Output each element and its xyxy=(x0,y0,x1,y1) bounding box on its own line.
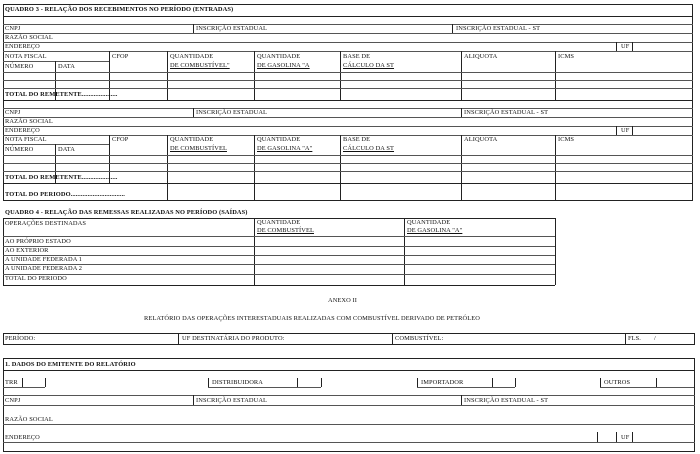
divider xyxy=(616,432,617,442)
fls-label: FLS. xyxy=(628,335,642,342)
divider xyxy=(3,88,693,89)
divider xyxy=(3,155,693,156)
q3-aliquota-label: ALIQUOTA xyxy=(464,53,498,60)
q3-data-label: DATA xyxy=(58,63,75,70)
divider xyxy=(167,135,168,183)
emitente-title: 1. DADOS DO EMITENTE DO RELATÓRIO xyxy=(5,361,136,368)
divider xyxy=(3,344,695,345)
divider xyxy=(3,51,693,52)
divider xyxy=(452,24,453,33)
divider xyxy=(392,333,393,344)
q3-total-remetente-2: TOTAL DO REMETENTE..................... xyxy=(5,174,118,181)
q3-cfop-label: CFOP xyxy=(112,53,129,60)
q3-qtd-comb-l2: DE COMBUSTÍVEL" xyxy=(170,62,230,69)
q3-inscricao-label: INSCRIÇÃO ESTADUAL xyxy=(196,25,268,32)
divider xyxy=(555,218,556,285)
q3-endereco-label-2: ENDEREÇO xyxy=(5,127,40,134)
divider xyxy=(3,285,555,286)
q3-qtd-gas-l2-2: DE GASOLINA "A" xyxy=(257,145,313,152)
divider xyxy=(461,183,462,200)
divider xyxy=(254,183,255,200)
divider xyxy=(3,333,4,344)
divider xyxy=(625,333,626,344)
q3-qtd-gas-l1-2: QUANTIDADE xyxy=(257,136,301,143)
q3-base-l1: BASE DE xyxy=(343,53,371,60)
divider xyxy=(3,255,555,256)
q3-razao-label-2: RAZÃO SOCIAL xyxy=(5,118,53,125)
divider xyxy=(340,135,341,183)
q4-qtd-comb-l1: QUANTIDADE xyxy=(257,219,301,226)
q3-nota-fiscal-label-2: NOTA FISCAL xyxy=(5,136,47,143)
q3-qtd-gas-l2: DE GASOLINA "A xyxy=(257,62,310,69)
divider xyxy=(167,183,168,200)
divider xyxy=(3,4,693,5)
trr-checkbox[interactable] xyxy=(22,378,23,387)
divider xyxy=(597,432,598,442)
divider xyxy=(254,51,255,100)
divider xyxy=(208,387,321,388)
divider xyxy=(632,126,633,135)
q3-qtd-gas-l1: QUANTIDADE xyxy=(257,53,301,60)
anexo-subtitle: RELATÓRIO DAS OPERAÇÕES INTERESTADUAIS REALIZADAS COM COMBUSTÍVEL DERIVADO DE PETRÓLEO xyxy=(144,315,480,322)
divider xyxy=(297,378,298,387)
divider xyxy=(3,163,693,164)
divider xyxy=(3,144,109,145)
divider xyxy=(193,395,194,405)
divider xyxy=(3,61,109,62)
trr-checkbox-right xyxy=(45,378,46,387)
q3-data-label-2: DATA xyxy=(58,146,75,153)
divider xyxy=(3,16,693,17)
divider xyxy=(340,51,341,100)
divider xyxy=(417,387,515,388)
divider xyxy=(656,378,657,387)
q3-qtd-comb-l1-2: QUANTIDADE xyxy=(170,136,214,143)
divider xyxy=(461,108,462,117)
divider xyxy=(193,24,194,33)
q4-operacoes-label: OPERAÇÕES DESTINADAS xyxy=(5,220,87,227)
divider xyxy=(3,100,693,101)
q4-qtd-comb-l2: DE COMBUSTÍVEL xyxy=(257,227,314,234)
emitente-inscricao-st-label: INSCRIÇÃO ESTADUAL - ST xyxy=(464,397,549,404)
divider xyxy=(632,42,633,51)
divider xyxy=(555,183,556,200)
outros-checkbox[interactable] xyxy=(600,378,601,387)
divider xyxy=(600,387,694,388)
divider xyxy=(3,200,693,201)
q3-qtd-comb-l2-2: DE COMBUSTÍVEL xyxy=(170,145,227,152)
q3-cfop-label-2: CFOP xyxy=(112,136,129,143)
uf-destinataria-label: UF DESTINATÁRIA DO PRODUTO: xyxy=(182,335,285,342)
q3-endereco-label: ENDEREÇO xyxy=(5,43,40,50)
emitente-uf-label: UF xyxy=(621,434,630,441)
fls-separator: / xyxy=(654,335,656,342)
q3-inscricao-st-label-2: INSCRIÇÃO ESTADUAL - ST xyxy=(464,109,549,116)
divider xyxy=(3,171,693,172)
periodo-label: PERÍODO: xyxy=(5,335,36,342)
q3-numero-label-2: NÚMERO xyxy=(5,146,34,153)
q3-icms-label-2: ICMS xyxy=(558,136,575,143)
emitente-inscricao-label: INSCRIÇÃO ESTADUAL xyxy=(196,397,268,404)
quadro4-title: QUADRO 4 - RELAÇÃO DAS REMESSAS REALIZADAS NO PERÍODO (SAÍDAS) xyxy=(5,209,248,216)
q3-uf-label-2: UF xyxy=(621,127,630,134)
divider xyxy=(3,405,695,406)
divider xyxy=(3,24,693,25)
divider xyxy=(461,51,462,100)
q3-icms-label: ICMS xyxy=(558,53,575,60)
divider xyxy=(3,42,693,43)
divider xyxy=(3,33,693,34)
emitente-cnpj-label: CNPJ xyxy=(5,397,21,404)
outros-label: OUTROS xyxy=(604,379,631,386)
q3-aliquota-label-2: ALIQUOTA xyxy=(464,136,498,143)
divider xyxy=(616,42,617,51)
divider xyxy=(3,395,695,396)
divider xyxy=(3,72,693,73)
divider xyxy=(178,333,179,344)
divider xyxy=(632,432,633,442)
distribuidora-label: DISTRIBUIDORA xyxy=(212,379,264,386)
divider xyxy=(3,80,693,81)
q3-razao-label: RAZÃO SOCIAL xyxy=(5,34,53,41)
divider xyxy=(3,246,555,247)
divider xyxy=(3,333,695,334)
q3-inscricao-label-2: INSCRIÇÃO ESTADUAL xyxy=(196,109,268,116)
divider xyxy=(3,117,693,118)
distribuidora-checkbox[interactable] xyxy=(208,378,209,387)
q3-total-remetente-1: TOTAL DO REMETENTE..................... xyxy=(5,91,118,98)
divider xyxy=(555,51,556,100)
q4-row: A UNIDADE FEDERADA 1 xyxy=(5,256,83,263)
q4-row: AO EXTERIOR xyxy=(5,247,49,254)
q3-nota-fiscal-label: NOTA FISCAL xyxy=(5,53,47,60)
q4-row: A UNIDADE FEDERADA 2 xyxy=(5,265,83,272)
divider xyxy=(3,274,555,275)
divider xyxy=(254,135,255,183)
divider xyxy=(461,135,462,183)
q3-numero-label: NÚMERO xyxy=(5,63,34,70)
q3-inscricao-st-label: INSCRIÇÃO ESTADUAL - ST xyxy=(456,25,541,32)
importador-label: IMPORTADOR xyxy=(421,379,464,386)
divider xyxy=(3,442,695,443)
divider xyxy=(3,370,695,371)
q3-qtd-comb-l1: QUANTIDADE xyxy=(170,53,214,60)
divider xyxy=(3,126,693,127)
q3-cnpj-label: CNPJ xyxy=(5,25,21,32)
q3-base-l1-2: BASE DE xyxy=(343,136,371,143)
q3-total-periodo: TOTAL DO PERIODO................................ xyxy=(5,191,125,198)
divider xyxy=(3,387,45,388)
quadro3-title: QUADRO 3 - RELAÇÃO DOS RECEBIMENTOS NO PERÍODO (ENTRADAS) xyxy=(5,6,234,13)
divider xyxy=(461,395,462,405)
divider xyxy=(3,236,555,237)
divider xyxy=(321,378,322,387)
q4-row: TOTAL DO PERIODO xyxy=(5,275,67,282)
importador-checkbox[interactable] xyxy=(417,378,418,387)
q4-qtd-gas-l1: QUANTIDADE xyxy=(407,219,451,226)
divider xyxy=(3,264,555,265)
divider xyxy=(3,451,695,452)
divider xyxy=(555,135,556,183)
divider xyxy=(3,183,693,184)
q3-base-l2-2: CÁLCULO DA ST xyxy=(343,145,395,152)
divider xyxy=(515,378,516,387)
divider xyxy=(193,108,194,117)
q3-cnpj-label-2: CNPJ xyxy=(5,109,21,116)
q4-row: AO PRÓPRIO ESTADO xyxy=(5,238,71,245)
divider xyxy=(3,424,695,425)
emitente-razao-label: RAZÃO SOCIAL xyxy=(5,416,53,423)
divider xyxy=(492,378,493,387)
divider xyxy=(616,126,617,135)
anexo-title: ANEXO II xyxy=(328,297,358,304)
divider xyxy=(340,183,341,200)
divider xyxy=(3,358,695,359)
divider xyxy=(167,51,168,100)
q3-uf-label: UF xyxy=(621,43,630,50)
divider xyxy=(3,108,693,109)
trr-label: TRR xyxy=(5,379,18,386)
q4-qtd-gas-l2: DE GASOLINA "A" xyxy=(407,227,463,234)
divider xyxy=(694,333,695,344)
emitente-endereco-label: ENDEREÇO xyxy=(5,434,40,441)
combustivel-label: COMBUSTÍVEL: xyxy=(395,335,444,342)
q3-base-l2: CÁLCULO DA ST xyxy=(343,62,395,69)
